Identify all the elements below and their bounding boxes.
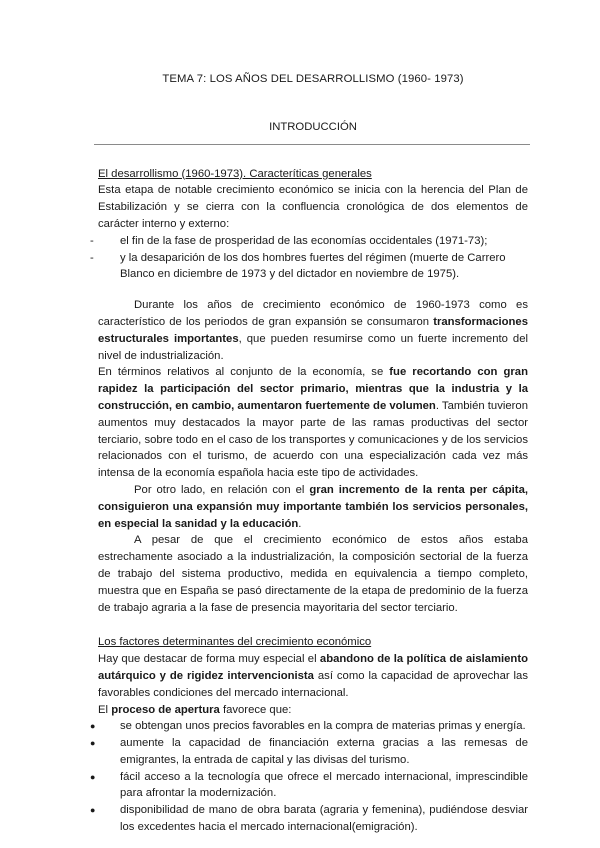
list-item [90,718,528,735]
section-title-introduccion: INTRODUCCIÓN [269,120,357,133]
bullet-list [90,718,528,836]
list-item-text: se obtengan unos precios favorables en la compra de materias primas y energía. [120,720,526,733]
paragraph [98,702,528,719]
paragraph: A pesar de que el crecimiento económico de estos años estaba estrechamente asociado a la industrialización, la composición sectorial de la fuerza de trabajo del sistema productivo, medida en equivalencia a tiempo completo, muestra que en España se pasó directamente de la etapa de predominio de la fuerza de trabajo agraria a la fase de presencia mayoritaria del sector terciario. [98,534,528,614]
paragraph [98,482,528,532]
list-item-text: aumente la capacidad de financiación externa gracias a las remesas de emigrantes, la entrada de capital y las divisas del turismo. [120,737,528,766]
paragraph-text: . También tuvieron aumentos muy destacados la mayor parte de las ramas productivas del sector terciario, sobre todo en el caso de los transportes y comunicaciones y de los servicios relacionados con el turismo, de acuerdo con una especialización cada vez más intensa de la economía española hacia este tipo de actividades. [98,399,528,480]
section1-intro: Esta etapa de notable crecimiento económico se inicia con la herencia del Plan de Estabilización y se cierra con la confluencia cronológica de dos elementos de carácter interno y externo: [98,184,528,230]
section-heading-factores: Los factores determinantes del crecimiento económico [98,636,372,649]
paragraph-text: En términos relativos al conjunto de la economía, se [98,366,390,379]
bullet-icon: ● [90,738,96,749]
paragraph-text: . [298,517,302,530]
paragraph-bold-text: transformaciones estructurales importantes [98,315,528,345]
dash-list [90,233,528,283]
paragraph-bold-text: abandono de la política de aislamiento autárquico y de rigidez intervencionista [98,653,528,682]
list-item-text: fácil acceso a la tecnología que ofrece el mercado internacional, imprescindible para afrontar la modernización. [120,770,528,800]
paragraph-bold-text: fue recortando con gran rapidez la participación del sector primario, mientras que la industria y la construcción, en cambio, aumentaron fuertemente de volumen [98,366,528,412]
list-item-text: el fin de la fase de prosperidad de las economías occidentales (1971-73); [120,234,488,247]
paragraph-text: favorece que: [219,703,292,716]
paragraph-bold-text: gran incremento de la renta per cápita, consiguieron una expansión muy importante también los servicios personales, en especial la sanidad y la educación [98,483,528,530]
paragraph-text: así como la capacidad de aprovechar las favorables condiciones del mercado internacional. [98,669,528,699]
paragraph-bold-text: proceso de apertura [111,703,220,716]
dash-marker: - [90,234,94,247]
paragraph [98,364,528,482]
list-item [90,250,528,284]
paragraph [98,297,528,364]
list-item [90,735,528,769]
list-item [90,769,528,803]
paragraph-text: El [98,703,112,716]
document-title: TEMA 7: LOS AÑOS DEL DESARROLLISMO (1960- 1973) [162,73,464,85]
list-item [90,802,528,836]
list-item-text: y la desaparición de los dos hombres fuertes del régimen (muerte de Carrero Blanco en diciembre de 1973 y del dictador en noviembre de 1975). [120,251,506,281]
bullet-icon: ● [90,771,96,782]
section-heading-desarrollismo: El desarrollismo (1960-1973). Caracteríticas generales [98,167,372,180]
list-item [90,233,528,250]
paragraph-text: Durante los años de crecimiento económico de 1960-1973 como es característico de los periodos de gran expansión se consumaron [98,299,528,328]
bullet-icon: ● [90,805,96,816]
paragraph [98,651,528,701]
paragraph-text: Hay que destacar de forma muy especial el [98,653,320,666]
paragraph-text: Por otro lado, en relación con el [134,483,310,496]
list-item-text: disponibilidad de mano de obra barata (agraria y femenina), pudiéndose desviar los excedentes hacia el mercado internacional(emigración). [120,804,528,834]
dash-marker: - [90,251,94,264]
paragraph-text: , que pueden resumirse como un fuerte incremento del nivel de industrialización. [98,332,529,362]
bullet-icon: ● [90,721,96,732]
horizontal-divider [94,144,530,145]
